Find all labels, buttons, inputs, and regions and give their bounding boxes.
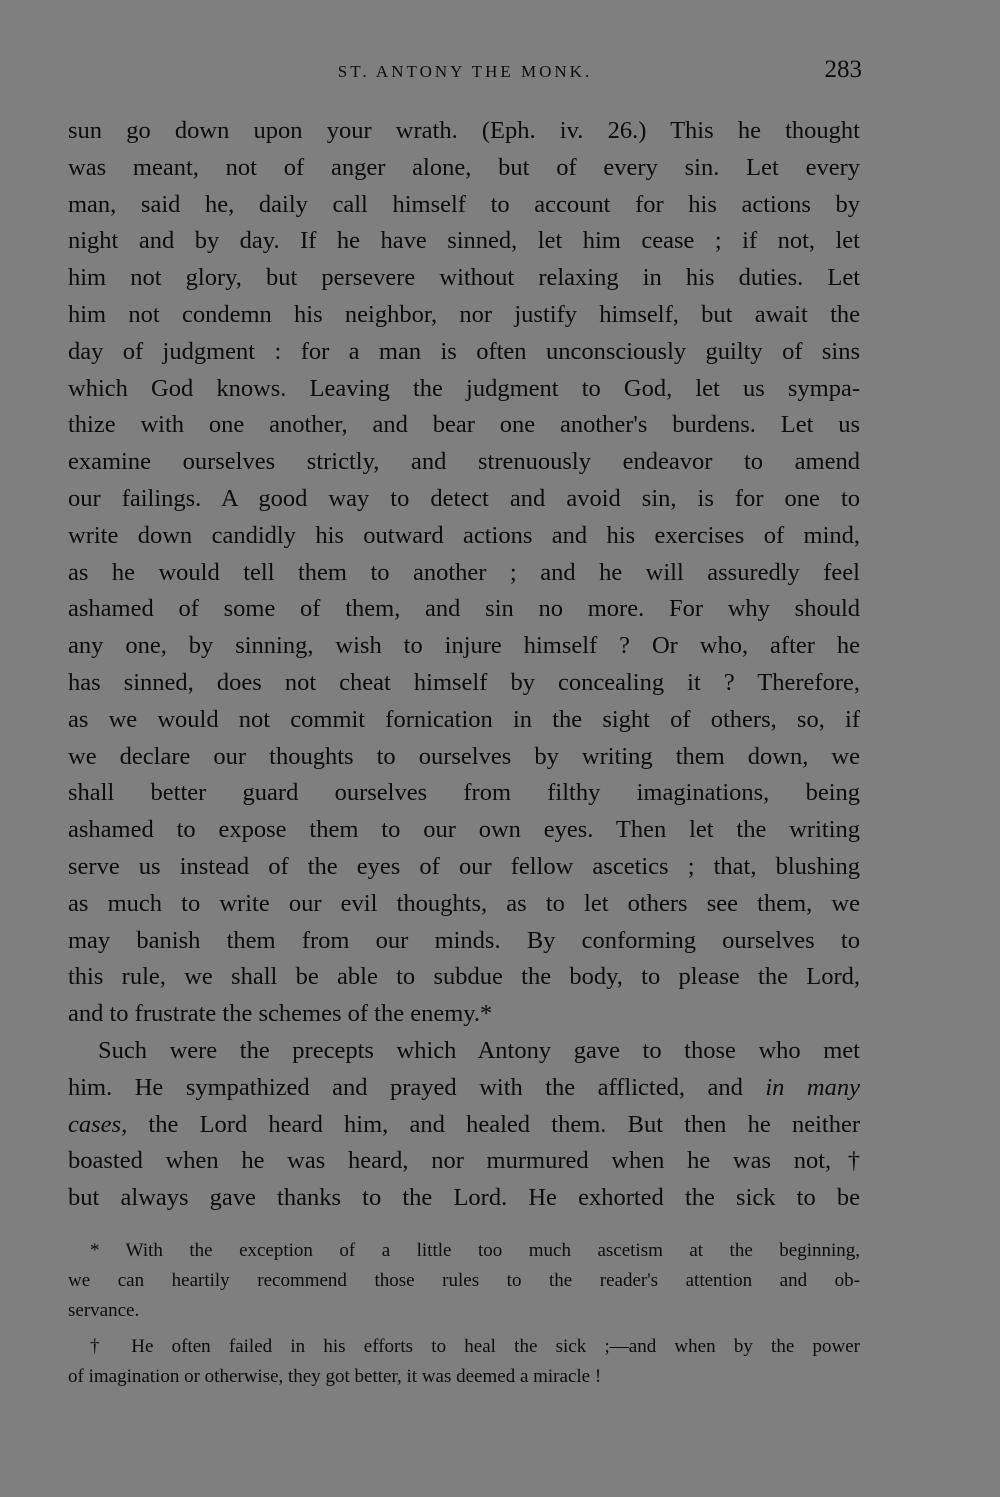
body-text (68, 113, 860, 1217)
text-line: our failings. A good way to detect and avoid sin, is for one to (68, 484, 860, 512)
running-title: ST. ANTONY THE MONK. (337, 62, 593, 81)
text-line: night and by day. If he have sinned, let him cease ; if not, let (68, 227, 860, 255)
text-line: day of judgment : for a man is often unconsciously guilty of sins (68, 337, 860, 365)
footnote-asterisk (68, 1236, 860, 1326)
text-line: shall better guard ourselves from filthy imaginations, being (68, 779, 860, 807)
running-head (68, 56, 862, 90)
text-line: ashamed of some of them, and sin no more. For why should (68, 595, 860, 623)
text-line: this rule, we shall be able to subdue the body, to please the Lord, (68, 963, 860, 991)
footnote-line: of imagination or otherwise, they got better, it was deemed a miracle ! (68, 1366, 602, 1387)
text-line: thize with one another, and bear one another's burdens. Let us (68, 411, 860, 439)
footnote-line: * With the exception of a little too much ascetism at the beginning, (90, 1240, 860, 1261)
text-segment: him. He sympathized and prayed with the afflicted, and (68, 1073, 766, 1101)
footnotes (68, 1236, 860, 1392)
text-line: and to frustrate the schemes of the enemy.* (68, 1000, 493, 1028)
text-line: as he would tell them to another ; and he will assuredly feel (68, 558, 860, 586)
text-line: Such were the precepts which Antony gave to those who met (98, 1036, 860, 1064)
footnote-line: we can heartily recommend those rules to the reader's attention and ob- (68, 1270, 860, 1291)
text-line: which God knows. Leaving the judgment to God, let us sympa- (68, 374, 860, 402)
footnote-line: † He often failed in his efforts to heal the sick ;—and when by the power (90, 1336, 860, 1357)
text-line: examine ourselves strictly, and strenuously endeavor to amend (68, 448, 860, 476)
page-number: 283 (824, 56, 862, 83)
text-line: but always gave thanks to the Lord. He exhorted the sick to be (68, 1184, 860, 1212)
text-line: any one, by sinning, wish to injure himself ? Or who, after he (68, 632, 860, 660)
text-line: man, said he, daily call himself to account for his actions by (68, 190, 860, 218)
text-line: sun go down upon your wrath. (Eph. iv. 26.) This he thought (68, 117, 860, 144)
text-line: as much to write our evil thoughts, as to let others see them, we (68, 889, 860, 917)
text-line (68, 1070, 860, 1107)
text-line: write down candidly his outward actions and his exercises of mind, (68, 521, 860, 549)
text-line: serve us instead of the eyes of our fellow ascetics ; that, blushing (68, 852, 860, 880)
text-line: ashamed to expose them to our own eyes. Then let the writing (68, 816, 860, 844)
text-segment: the Lord heard him, and healed them. But then he neither (127, 1110, 860, 1138)
footnote-dagger (68, 1332, 860, 1392)
text-line: as we would not commit fornication in the sight of others, so, if (68, 705, 860, 733)
italic-text: in many (765, 1073, 861, 1101)
text-line: may banish them from our minds. By conforming ourselves to (68, 926, 860, 954)
text-line: was meant, not of anger alone, but of every sin. Let every (68, 153, 860, 181)
text-line: him not glory, but persevere without relaxing in his duties. Let (68, 264, 860, 292)
text-line: him not condemn his neighbor, nor justify himself, but await the (68, 300, 860, 328)
footnote-line: servance. (68, 1300, 140, 1321)
text-line: has sinned, does not cheat himself by concealing it ? Therefore, (68, 668, 860, 696)
paragraph-1 (68, 113, 860, 1033)
text-line: we declare our thoughts to ourselves by writing them down, we (68, 742, 860, 770)
paragraph-2 (68, 1033, 860, 1217)
italic-text: cases, (68, 1110, 128, 1138)
text-line: boasted when he was heard, nor murmured when he was not,† (68, 1147, 860, 1175)
text-line (68, 1107, 860, 1144)
